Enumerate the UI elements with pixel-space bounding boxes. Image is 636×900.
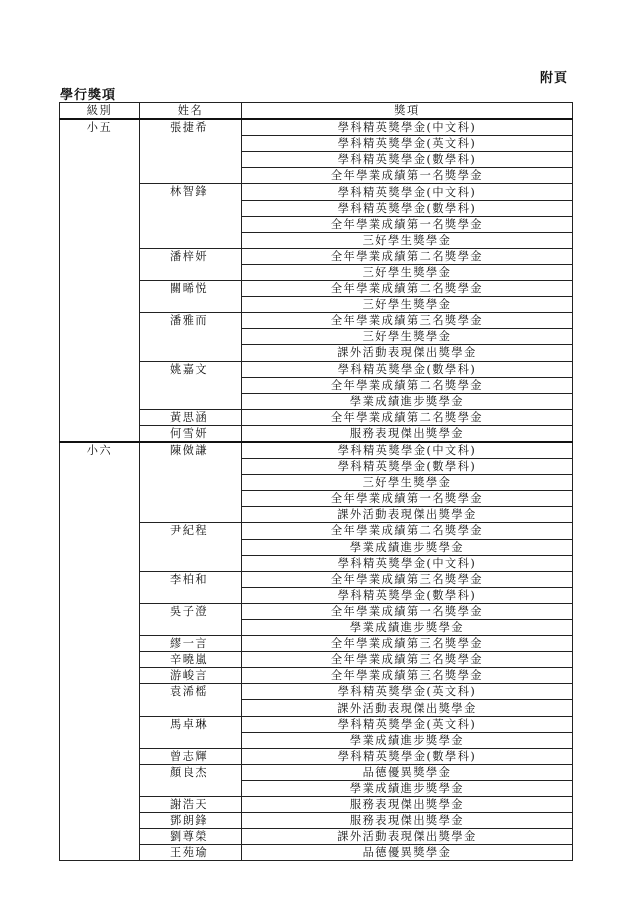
award-cell: 學業成績進步獎學金 [242,539,573,555]
award-cell: 課外活動表現傑出獎學金 [242,507,573,523]
award-cell: 全年學業成績第二名獎學金 [242,523,573,539]
award-cell: 三好學生獎學金 [242,475,573,491]
student-name-cell: 潘雅而 [140,313,242,361]
award-cell: 學業成績進步獎學金 [242,393,573,409]
award-cell: 學科精英獎學金(中文科) [242,119,573,136]
table-row [60,119,573,136]
award-cell: 全年學業成績第二名獎學金 [242,281,573,297]
appendix-label: 附頁 [540,71,569,86]
award-cell: 全年學業成績第二名獎學金 [242,377,573,393]
award-cell: 全年學業成績第三名獎學金 [242,636,573,652]
award-cell: 全年學業成績第三名獎學金 [242,668,573,684]
award-cell: 課外活動表現傑出獎學金 [242,829,573,845]
student-name-cell: 張捷希 [140,119,242,184]
student-name-cell: 辛曉嵐 [140,652,242,668]
awards-table [59,102,573,861]
award-cell: 全年學業成績第二名獎學金 [242,409,573,425]
award-cell: 品德優異獎學金 [242,845,573,861]
student-name-cell: 吳子澄 [140,603,242,635]
award-cell: 學科精英獎學金(數學科) [242,200,573,216]
grade-cell: 小五 [60,119,140,442]
award-cell: 學科精英獎學金(數學科) [242,748,573,764]
column-header-grade: 級別 [60,103,140,120]
student-name-cell: 馬卓琳 [140,716,242,748]
student-name-cell: 袁浠榣 [140,684,242,716]
student-name-cell: 陳傚謙 [140,442,242,523]
award-cell: 服務表現傑出獎學金 [242,425,573,442]
student-name-cell: 繆一言 [140,636,242,652]
student-name-cell: 黃思涵 [140,409,242,425]
award-cell: 學科精英獎學金(數學科) [242,459,573,475]
award-cell: 學科精英獎學金(中文科) [242,442,573,459]
award-cell: 全年學業成績第二名獎學金 [242,248,573,264]
grade-cell: 小六 [60,442,140,861]
award-cell: 服務表現傑出獎學金 [242,797,573,813]
student-name-cell: 劉尊榮 [140,829,242,845]
award-cell: 學科精英獎學金(中文科) [242,555,573,571]
student-name-cell: 潘梓妍 [140,248,242,280]
award-cell: 學業成績進步獎學金 [242,780,573,796]
student-name-cell: 林智鋒 [140,184,242,248]
student-name-cell: 王苑瑜 [140,845,242,861]
award-cell: 服務表現傑出獎學金 [242,813,573,829]
table-header [60,103,573,120]
award-cell: 學科精英獎學金(中文科) [242,184,573,200]
award-cell: 學科精英獎學金(英文科) [242,684,573,700]
student-name-cell: 李柏和 [140,571,242,603]
award-cell: 三好學生獎學金 [242,264,573,280]
award-cell: 課外活動表現傑出獎學金 [242,700,573,716]
award-cell: 學業成績進步獎學金 [242,732,573,748]
student-name-cell: 曾志輝 [140,748,242,764]
award-cell: 全年學業成績第一名獎學金 [242,491,573,507]
award-cell: 品德優異獎學金 [242,764,573,780]
table-row [60,442,573,459]
award-cell: 學科精英獎學金(數學科) [242,361,573,377]
award-cell: 課外活動表現傑出獎學金 [242,345,573,361]
column-header-award: 獎項 [242,103,573,120]
award-cell: 學科精英獎學金(英文科) [242,136,573,152]
award-cell: 學科精英獎學金(英文科) [242,716,573,732]
student-name-cell: 謝浩天 [140,797,242,813]
student-name-cell: 游峻言 [140,668,242,684]
table-body [60,119,573,861]
award-cell: 學業成績進步獎學金 [242,620,573,636]
student-name-cell: 關晞悦 [140,281,242,313]
header-row [60,103,573,120]
student-name-cell: 何雪妍 [140,425,242,442]
award-cell: 全年學業成績第三名獎學金 [242,571,573,587]
student-name-cell: 鄧朗鋒 [140,813,242,829]
award-cell: 學科精英獎學金(數學科) [242,152,573,168]
award-cell: 三好學生獎學金 [242,297,573,313]
award-cell: 三好學生獎學金 [242,232,573,248]
award-cell: 全年學業成績第三名獎學金 [242,652,573,668]
award-cell: 全年學業成績第三名獎學金 [242,313,573,329]
column-header-name: 姓名 [140,103,242,120]
award-cell: 全年學業成績第一名獎學金 [242,216,573,232]
award-cell: 學科精英獎學金(數學科) [242,587,573,603]
award-cell: 全年學業成績第一名獎學金 [242,168,573,184]
student-name-cell: 尹紀程 [140,523,242,571]
award-cell: 全年學業成績第一名獎學金 [242,603,573,619]
section-title: 學行獎項 [60,88,117,103]
award-cell: 三好學生獎學金 [242,329,573,345]
student-name-cell: 顏良杰 [140,764,242,796]
student-name-cell: 姚嘉文 [140,361,242,409]
